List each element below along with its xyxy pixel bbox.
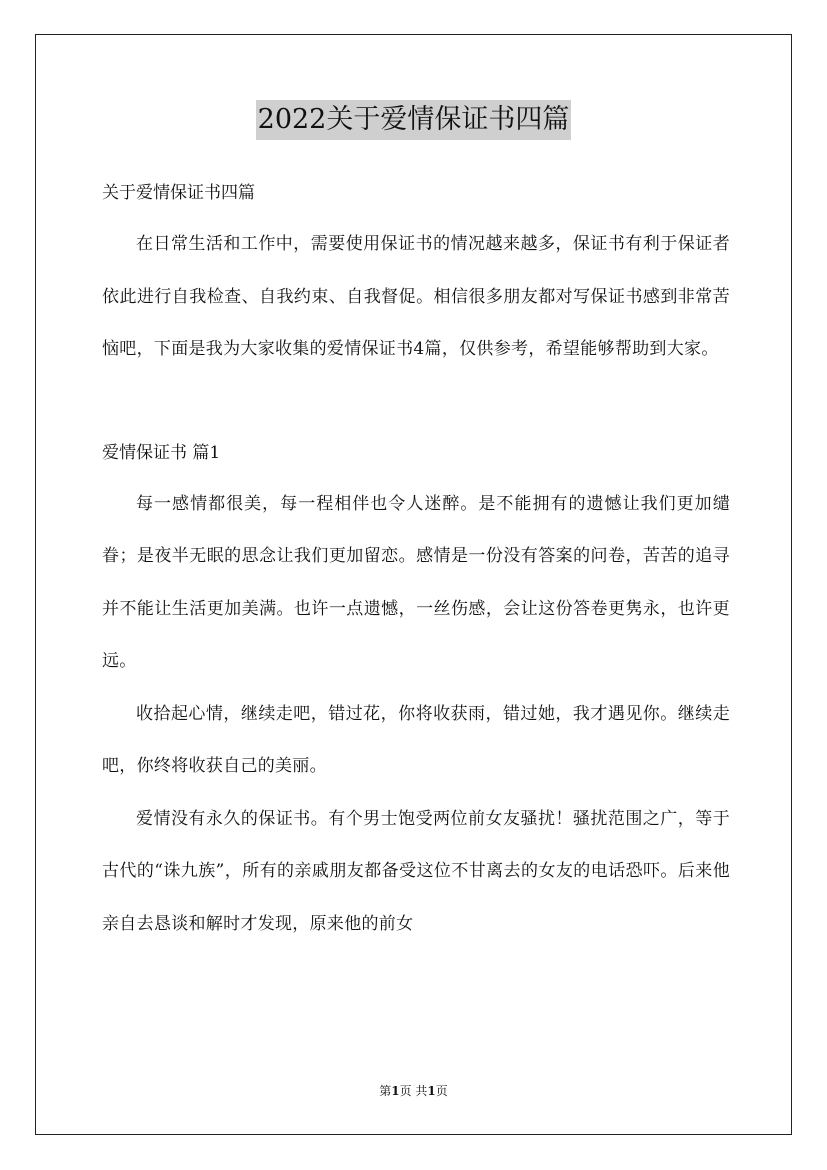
section-spacer: [102, 376, 730, 428]
footer-page-current: 1: [391, 1084, 400, 1098]
title-container: [0, 100, 827, 140]
intro-paragraph: 在日常生活和工作中，需要使用保证书的情况越来越多，保证书有利于保证者依此进行自我检查、自我约束、自我督促。相信很多朋友都对写保证书感到非常苦恼吧，下面是我为大家收集的爱情保证书4篇，仅供参考，希望能够帮助到大家。: [102, 234, 730, 359]
document-body: [102, 168, 730, 950]
footer-page-mid: 页 共: [399, 1084, 428, 1098]
footer-page-total: 1: [427, 1084, 436, 1098]
footer-page-suffix: 页: [435, 1084, 448, 1098]
page-footer: [0, 1083, 827, 1099]
section1-heading: 爱情保证书 篇1: [102, 442, 221, 463]
section1-paragraph: 每一感情都很美，每一程相伴也令人迷醉。是不能拥有的遗憾让我们更加缱眷；是夜半无眠的思念让我们更加留恋。感情是一份没有答案的问卷，苦苦的追寻并不能让生活更加美满。也许一点遗憾，一丝伤感，会让这份答卷更隽永，也许更远。: [102, 493, 730, 671]
section1-paragraph: 收拾起心情，继续走吧，错过花，你将收获雨，错过她，我才遇见你。继续走吧，你终将收获自己的美丽。: [102, 703, 730, 776]
intro-heading: 关于爱情保证书四篇: [102, 183, 255, 203]
document-title: 2022关于爱情保证书四篇: [256, 100, 572, 140]
footer-page-prefix: 第: [379, 1084, 392, 1098]
section1-paragraph: 爱情没有永久的保证书。有个男士饱受两位前女友骚扰！骚扰范围之广，等于古代的“诛九族”，所有的亲戚朋友都备受这位不甘离去的女友的电话恐吓。后来他亲自去恳谈和解时才发现，原来他的前女: [102, 808, 730, 934]
